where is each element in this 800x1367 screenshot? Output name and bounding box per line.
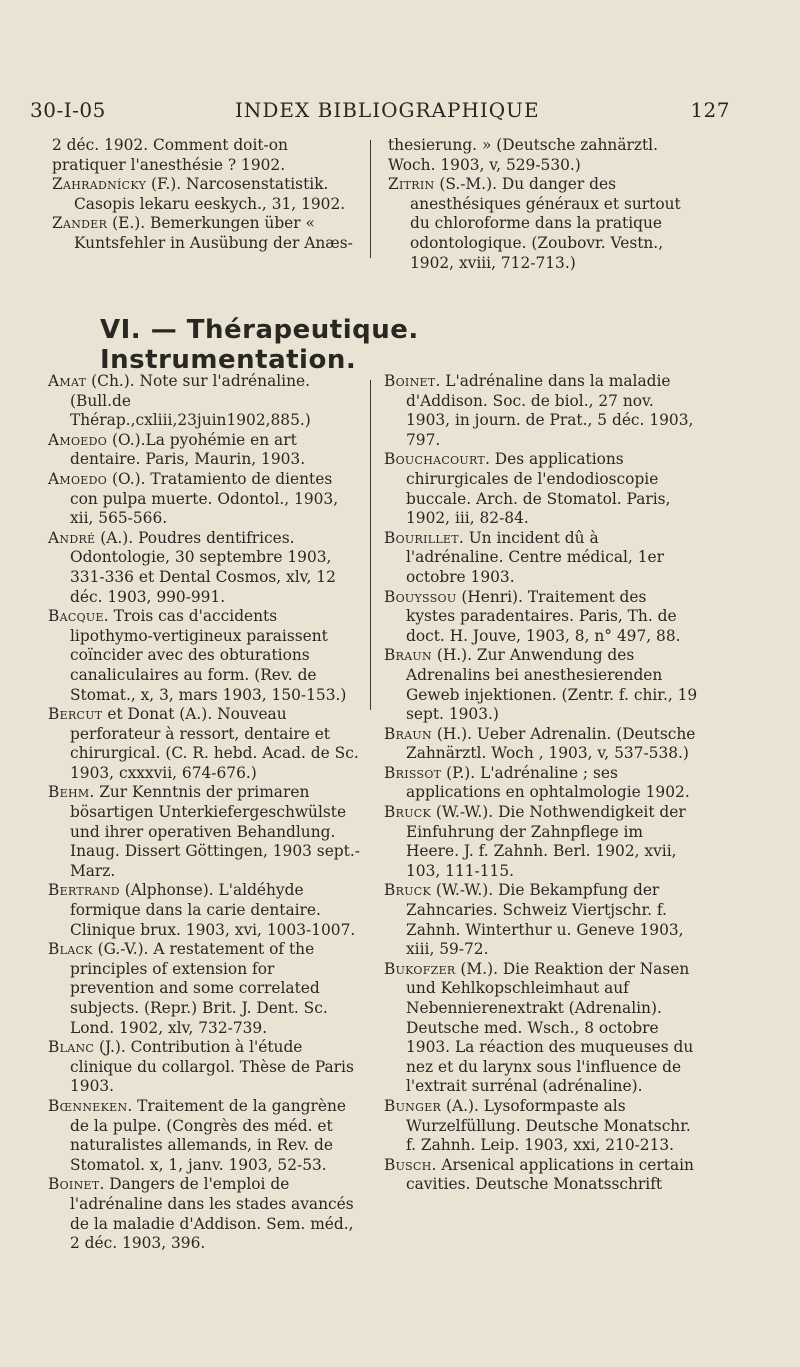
- entry-text: . L'adrénaline dans la maladie d'Addison. Soc. de biol., 27 nov. 1903, in journ. de Prat., 5 déc. 1903, 797.: [406, 372, 694, 449]
- header-date: 30-I-05: [30, 98, 106, 122]
- entry-text: . Zur Kenntnis der primaren bösartigen Unterkiefergeschwülste und ihrer operativen Behandlung. Inaug. Dissert Göttingen, 1903 sept.-Marz.: [70, 783, 360, 880]
- bibliography-entry: [384, 529, 700, 588]
- entry-text: (W.-W.). Die Nothwendigkeit der Einfuhrung der Zahnpflege im Heere. J. f. Zahnh. Berl. 1902, xvii, 103, 111-115.: [406, 803, 686, 880]
- entry-author: Amat: [48, 372, 87, 390]
- page-number: 127: [690, 98, 730, 122]
- entry-text: (Alphonse). L'aldéhyde formique dans la carie dentaire. Clinique brux. 1903, xvi, 1003-1007.: [70, 881, 356, 939]
- entry-text: (G.-V.). A restatement of the principles of extension for prevention and some correlated subjects. (Repr.) Brit. J. Dent. Sc. Lond. 1902, xlv, 732-739.: [70, 940, 328, 1037]
- entry-text: . Un incident dû à l'adrénaline. Centre médical, 1er octobre 1903.: [406, 528, 664, 586]
- entry-author: Black: [48, 940, 93, 959]
- entry-author: Zitrin: [388, 175, 435, 194]
- bibliography-entry: [384, 803, 700, 881]
- entry-text: (F.). Narcosenstatistik. Casopis lekaru eeskych., 31, 1902.: [74, 175, 346, 213]
- bibliography-entry: [52, 136, 360, 175]
- bibliography-entry: [384, 960, 700, 1097]
- entry-author: Bruck: [384, 881, 431, 900]
- entry-text: . Trois cas d'accidents lipothymo-vertigineux paraissent coïncider avec des obturations canaliculaires au form. (Rev. de Stomat., x, 3, mars 1903, 150-153.): [70, 607, 347, 704]
- entry-author: Boinet: [48, 1175, 100, 1194]
- entry-text: (H.). Ueber Adrenalin. (Deutsche Zahnärztl. Woch , 1903, v, 537-538.): [406, 724, 696, 763]
- bibliography-entry: [384, 764, 700, 803]
- bibliography-entry: [48, 529, 360, 607]
- entry-author: Braun: [384, 724, 432, 743]
- entry-author: Brissot: [384, 763, 442, 782]
- entry-text: (O.).La pyohémie en art dentaire. Paris, Maurin, 1903.: [70, 430, 306, 469]
- entry-author: Bacque: [48, 607, 104, 626]
- bibliography-entry: [48, 470, 360, 529]
- bibliography-entry: [48, 607, 360, 705]
- entry-text: et Donat (A.). Nouveau perforateur à ressort, dentaire et chirurgical. (C. R. hebd. Acad. de Sc. 1903, cxxxvii, 674-676.): [70, 705, 359, 782]
- bibliography-entry: [48, 1038, 360, 1097]
- entry-author: Bouchacourt: [384, 450, 485, 469]
- entry-text: . Traitement de la gangrène de la pulpe. (Congrès des méd. et naturalistes allemands, in Rev. de Stomatol. x, 1, janv. 1903, 52-53.: [70, 1096, 346, 1174]
- entry-author: Bruck: [384, 803, 431, 822]
- bibliography-entry: [52, 214, 360, 253]
- entry-author: Behm: [48, 783, 90, 802]
- top-right-column: [388, 136, 700, 273]
- entry-author: André: [48, 528, 96, 547]
- entry-text: (A.). Poudres dentifrices. Odontologie, 30 septembre 1903, 331-336 et Dental Cosmos, xlv, 12 déc. 1903, 990-991.: [70, 528, 336, 606]
- bibliography-entry: [388, 136, 700, 175]
- entry-text: (S.-M.). Du danger des anesthésiques généraux et surtout du chloroforme dans la pratique odontologique. (Zoubovr. Vestn., 1902, xviii, 712-713.): [410, 175, 681, 272]
- entry-text: (E.). Bemerkungen über « Kuntsfehler in Ausübung der Anæs-: [74, 214, 353, 252]
- bibliography-entry: [384, 881, 700, 959]
- left-column: [48, 372, 360, 1254]
- entry-author: Bertrand: [48, 881, 120, 900]
- bibliography-entry: [384, 725, 700, 764]
- entry-author: Bœnneken: [48, 1096, 128, 1115]
- bibliography-entry: [48, 705, 360, 783]
- bibliography-entry: [48, 783, 360, 881]
- entry-author: Zander: [52, 214, 108, 233]
- entry-author: Bukofzer: [384, 959, 456, 978]
- bibliography-entry: [48, 1097, 360, 1175]
- entry-text: (W.-W.). Die Bekampfung der Zahncaries. Schweiz Viertjschr. f. Zahnh. Winterthur u. Geneve 1903, xiii, 59-72.: [406, 881, 684, 959]
- entry-author: Bunger: [384, 1096, 442, 1115]
- entry-author: Blanc: [48, 1038, 95, 1057]
- entry-author: Bourillet: [384, 528, 459, 547]
- entry-author: Bouyssou: [384, 587, 457, 606]
- bibliography-entry: [384, 646, 700, 724]
- entry-author: Amoedo: [48, 430, 108, 449]
- entry-text: (J.). Contribution à l'étude clinique du collargol. Thèse de Paris 1903.: [70, 1038, 354, 1096]
- bibliography-entry: [388, 175, 700, 273]
- section-title: VI. — Thérapeutique. Instrumentation.: [100, 315, 419, 375]
- bibliography-entry: [48, 940, 360, 1038]
- bibliography-entry: [384, 450, 700, 528]
- header-title: INDEX BIBLIOGRAPHIQUE: [235, 98, 540, 122]
- bibliography-entry: [48, 1175, 360, 1253]
- entry-text: (O.). Tratamiento de dientes con pulpa muerte. Odontol., 1903, xii, 565-566.: [70, 469, 339, 528]
- entry-text: thesierung. » (Deutsche zahnärztl. Woch. 1903, v, 529-530.): [388, 136, 658, 174]
- top-left-column: [52, 136, 360, 254]
- entry-text: . Dangers de l'emploi de l'adrénaline dans les stades avancés de la maladie d'Addison. Sem. méd., 2 déc. 1903, 396.: [70, 1175, 354, 1253]
- entry-text: 2 déc. 1902. Comment doit-on pratiquer l'anesthésie ? 1902.: [52, 136, 288, 174]
- entry-author: Bercut: [48, 705, 103, 724]
- entry-text: (H.). Zur Anwendung des Adrenalins bei anesthesierenden Geweb injektionen. (Zentr. f. chir., 19 sept. 1903.): [406, 646, 698, 724]
- bibliography-entry: [48, 881, 360, 940]
- column-divider: [370, 140, 371, 258]
- bibliography-entry: [48, 372, 360, 431]
- right-column: [384, 372, 700, 1195]
- bibliography-entry: [384, 588, 700, 647]
- entry-text: (Ch.). Note sur l'adrénaline. (Bull.de Thérap.,cxliii,23juin1902,885.): [70, 372, 311, 430]
- entry-text: . Des applications chirurgicales de l'endodioscopie buccale. Arch. de Stomatol. Paris, 1902, iii, 82-84.: [406, 450, 671, 528]
- bibliography-entry: [48, 431, 360, 470]
- entry-text: (Henri). Traitement des kystes paradentaires. Paris, Th. de doct. H. Jouve, 1903, 8, n° 497, 88.: [406, 587, 681, 645]
- entry-author: Braun: [384, 646, 432, 665]
- bibliography-entry: [52, 175, 360, 214]
- entry-author: Amoedo: [48, 469, 108, 488]
- entry-author: Busch: [384, 1155, 432, 1174]
- entry-text: (M.). Die Reaktion der Nasen und Kehlkopschleimhaut auf Nebennierenextrakt (Adrenalin). Deutsche med. Wsch., 8 octobre 1903. La réaction des muqueuses du nez et du larynx sous l'influence de l'extrait surrénal (adrénaline).: [406, 959, 694, 1096]
- entry-text: (A.). Lysoformpaste als Wurzelfüllung. Deutsche Monatschr. f. Zahnh. Leip. 1903, xxi, 210-213.: [406, 1096, 691, 1155]
- entry-text: (P.). L'adrénaline ; ses applications en ophtalmologie 1902.: [406, 763, 690, 802]
- entry-author: Boinet: [384, 372, 436, 390]
- bibliography-entry: [384, 1097, 700, 1156]
- entry-author: Zahradnícky: [52, 175, 147, 194]
- running-head: [30, 98, 730, 128]
- bibliography-entry: [384, 372, 700, 450]
- bibliography-entry: [384, 1156, 700, 1195]
- entry-text: . Arsenical applications in certain cavities. Deutsche Monatsschrift: [406, 1155, 694, 1194]
- column-divider: [370, 380, 371, 710]
